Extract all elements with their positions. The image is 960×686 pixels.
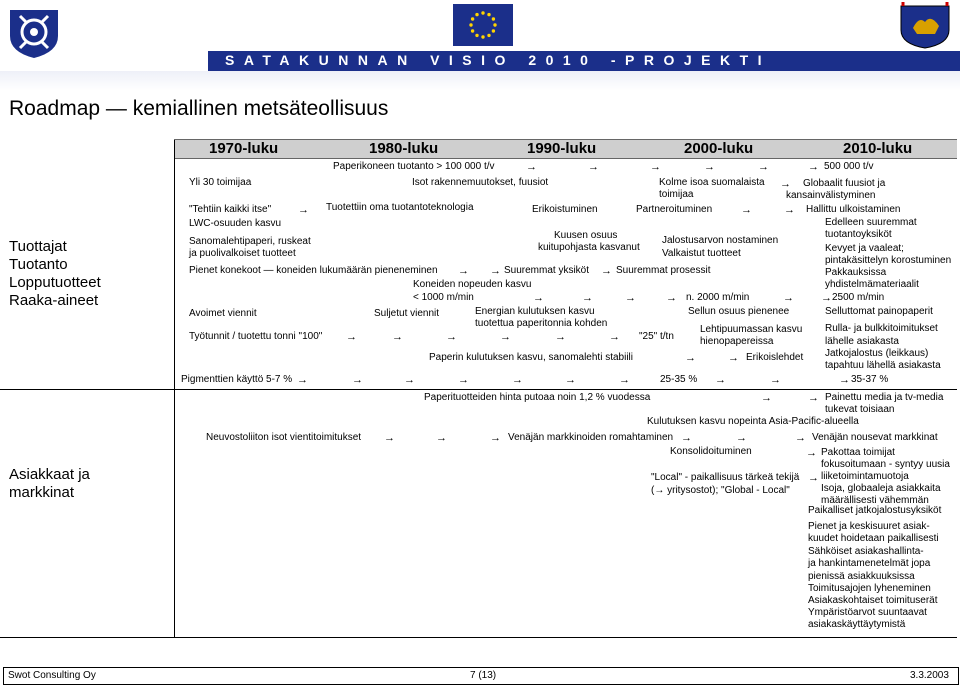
market-item: Venäjän markkinoiden romahtaminen bbox=[508, 432, 674, 443]
roadmap-item: kansainvälistyminen bbox=[786, 190, 876, 201]
roadmap-item: pintakäsittelyn korostuminen bbox=[825, 255, 952, 266]
arrow-right-icon: → bbox=[526, 161, 537, 173]
market-item-text: yritysostot); "Global - Local" bbox=[667, 485, 790, 496]
market-item: Paikalliset jatkojalostusyksiköt bbox=[808, 505, 942, 516]
roadmap-item: "Tehtiin kaikki itse" bbox=[189, 204, 272, 215]
arrow-right-icon: → bbox=[839, 374, 850, 386]
roadmap-item: Tuotettiin oma tuotantoteknologia bbox=[326, 202, 474, 213]
roadmap-item: Kuusen osuus bbox=[554, 230, 618, 241]
roadmap-item: < 1000 m/min bbox=[413, 292, 474, 303]
arrow-right-icon: → bbox=[681, 432, 692, 444]
arrow-right-icon: → bbox=[806, 447, 817, 459]
arrow-right-icon: → bbox=[490, 432, 501, 444]
footer bbox=[3, 667, 959, 685]
market-item: kuudet hoidetaan paikallisesti bbox=[808, 533, 939, 544]
roadmap-item: Lehtipuumassan kasvu bbox=[700, 324, 803, 335]
roadmap-item: Paperikoneen tuotanto > 100 000 t/v bbox=[333, 161, 495, 172]
roadmap-item: Sellun osuus pienenee bbox=[688, 306, 790, 317]
arrow-right-icon: → bbox=[436, 432, 447, 444]
market-item: Toimitusajojen lyheneminen bbox=[808, 583, 931, 594]
market-item bbox=[651, 485, 790, 497]
market-item: Pakottaa toimijat bbox=[821, 447, 895, 458]
roadmap-item: tapahtuu lähellä asiakasta bbox=[825, 360, 941, 371]
section-label-bottom bbox=[9, 466, 90, 502]
roadmap-item: Suljetut viennit bbox=[374, 308, 440, 319]
arrow-right-icon: → bbox=[784, 204, 795, 216]
footer-date: 3.3.2003 bbox=[910, 670, 949, 681]
arrow-right-icon: → bbox=[758, 161, 769, 173]
roadmap-item: 2500 m/min bbox=[832, 292, 885, 303]
section-label-line: Lopputuotteet bbox=[9, 274, 101, 291]
footer-company: Swot Consulting Oy bbox=[8, 670, 96, 681]
arrow-right-icon: → bbox=[728, 352, 739, 364]
roadmap-item: yhdistelmämateriaalit bbox=[825, 279, 919, 290]
decade-1990: 1990-luku bbox=[527, 140, 597, 157]
arrow-right-icon: → bbox=[588, 161, 599, 173]
banner bbox=[0, 0, 960, 71]
arrow-right-icon: → bbox=[736, 432, 747, 444]
roadmap-item: Kolme isoa suomalaista bbox=[659, 177, 765, 188]
roadmap-item: tuotantoyksiköt bbox=[825, 229, 892, 240]
arrow-right-icon: → bbox=[770, 374, 781, 386]
arrow-right-icon: → bbox=[404, 374, 415, 386]
section-label-top bbox=[9, 238, 101, 310]
roadmap-item: Erikoistuminen bbox=[532, 204, 598, 215]
market-item: Isoja, globaaleja asiakkaita bbox=[821, 483, 941, 494]
arrow-right-icon: → bbox=[298, 204, 309, 216]
page-title: Roadmap — kemiallinen metsäteollisuus bbox=[9, 97, 389, 120]
arrow-right-icon: → bbox=[715, 374, 726, 386]
arrow-right-icon: → bbox=[666, 292, 677, 304]
roadmap-item: tuotettua paperitonnia kohden bbox=[475, 318, 608, 329]
roadmap-item: hienopapereissa bbox=[700, 336, 774, 347]
arrow-right-icon: → bbox=[821, 292, 832, 304]
roadmap-item: Koneiden nopeuden kasvu bbox=[413, 279, 532, 290]
roadmap-item: n. 2000 m/min bbox=[686, 292, 750, 303]
roadmap-item: Pigmenttien käyttö 5-7 % bbox=[181, 374, 293, 385]
market-item: Asiakaskohtaiset toimituserät bbox=[808, 595, 938, 606]
roadmap-item: 25-35 % bbox=[660, 374, 698, 385]
roadmap-item: toimijaa bbox=[659, 189, 694, 200]
crest-logo bbox=[2, 2, 66, 60]
roadmap-item: Pakkauksissa bbox=[825, 267, 887, 278]
roadmap-item: Avoimet viennit bbox=[189, 308, 257, 319]
market-item: asiakaskäyttäytymistä bbox=[808, 619, 906, 630]
section-label-line: Raaka-aineet bbox=[9, 292, 99, 309]
arrow-right-icon: → bbox=[512, 374, 523, 386]
banner-gradient bbox=[0, 71, 960, 91]
arrow-right-icon: → bbox=[609, 331, 620, 343]
banner-title: SATAKUNNAN VISIO 2010 -PROJEKTI bbox=[225, 52, 772, 68]
section-divider bbox=[0, 389, 957, 390]
section-divider-bottom bbox=[0, 637, 957, 638]
arrow-right-icon: → bbox=[533, 292, 544, 304]
arrow-right-icon: → bbox=[565, 374, 576, 386]
roadmap-item: kuitupohjasta kasvanut bbox=[538, 242, 640, 253]
market-item: ja hankintamenetelmät jopa bbox=[808, 558, 931, 569]
arrow-right-icon: → bbox=[352, 374, 363, 386]
roadmap-item: Sanomalehtipaperi, ruskeat bbox=[189, 236, 311, 247]
arrow-right-icon: → bbox=[650, 161, 661, 173]
paren-open: ( bbox=[651, 485, 655, 496]
decade-1970: 1970-luku bbox=[209, 140, 279, 157]
section-label-line: Tuotanto bbox=[9, 256, 68, 273]
arrow-right-icon: → bbox=[582, 292, 593, 304]
market-item: pienissä asiakkuuksissa bbox=[808, 571, 915, 582]
arrow-right-icon: → bbox=[619, 374, 630, 386]
eu-flag-logo bbox=[453, 4, 513, 46]
arrow-right-icon: → bbox=[500, 331, 511, 343]
roadmap-item: Partneroituminen bbox=[636, 204, 713, 215]
roadmap-item: Työtunnit / tuotettu tonni "100" bbox=[189, 331, 323, 342]
coat-of-arms-logo bbox=[895, 2, 955, 50]
roadmap-item: "25" t/tn bbox=[639, 331, 674, 342]
roadmap-item: Selluttomat painopaperit bbox=[825, 306, 933, 317]
arrow-right-icon: → bbox=[384, 432, 395, 444]
roadmap-item: Erikoislehdet bbox=[746, 352, 804, 363]
arrow-right-icon: → bbox=[446, 331, 457, 343]
market-item: Konsolidoituminen bbox=[670, 446, 752, 457]
market-item: tukevat toisiaan bbox=[825, 404, 895, 415]
arrow-right-icon: → bbox=[685, 352, 696, 364]
arrow-right-icon: → bbox=[392, 331, 403, 343]
roadmap-item: 500 000 t/v bbox=[824, 161, 874, 172]
market-item: Painettu media ja tv-media bbox=[825, 392, 944, 403]
section-label-line: Asiakkaat ja bbox=[9, 466, 90, 483]
roadmap-item: Isot rakennemuutokset, fuusiot bbox=[412, 177, 549, 188]
arrow-right-icon: → bbox=[458, 374, 469, 386]
roadmap-item: 35-37 % bbox=[851, 374, 889, 385]
arrow-right-icon: → bbox=[783, 292, 794, 304]
arrow-right-icon: → bbox=[808, 472, 819, 484]
arrow-right-icon: → bbox=[346, 331, 357, 343]
roadmap-item: ja puolivalkoiset tuotteet bbox=[189, 248, 296, 259]
decade-1980: 1980-luku bbox=[369, 140, 439, 157]
arrow-right-icon: → bbox=[704, 161, 715, 173]
roadmap-item: Suuremmat yksiköt bbox=[504, 265, 590, 276]
roadmap-item: Jalostusarvon nostaminen bbox=[662, 235, 779, 246]
arrow-right-icon: → bbox=[780, 178, 791, 190]
market-item: Sähköiset asiakashallinta- bbox=[808, 546, 924, 557]
market-item: Neuvostoliiton isot vientitoimitukset bbox=[206, 432, 362, 443]
market-item: Pienet ja keskisuuret asiak- bbox=[808, 521, 930, 532]
roadmap-item: Kevyet ja vaaleat; bbox=[825, 243, 904, 254]
arrow-right-icon: → bbox=[601, 265, 612, 277]
market-item: Paperituotteiden hinta putoaa noin 1,2 % vuodessa bbox=[424, 392, 651, 403]
arrow-right-icon: → bbox=[795, 432, 806, 444]
roadmap-item: Energian kulutuksen kasvu bbox=[475, 306, 595, 317]
roadmap-item: Suuremmat prosessit bbox=[616, 265, 711, 276]
arrow-right-icon: → bbox=[654, 485, 665, 496]
market-item: määrällisesti vähemmän bbox=[821, 495, 929, 506]
footer-page: 7 (13) bbox=[470, 670, 497, 681]
roadmap-item: Hallittu ulkoistaminen bbox=[806, 204, 901, 215]
market-item: fokusoitumaan - syntyy uusia bbox=[821, 459, 950, 470]
decade-2010: 2010-luku bbox=[843, 140, 913, 157]
arrow-right-icon: → bbox=[490, 265, 501, 277]
decade-2000: 2000-luku bbox=[684, 140, 754, 157]
market-item: "Local" - paikallisuus tärkeä tekijä bbox=[651, 472, 800, 483]
roadmap-item: Jatkojalostus (leikkaus) bbox=[825, 348, 929, 359]
roadmap-item: Pienet konekoot — koneiden lukumäärän pieneneminen bbox=[189, 265, 438, 276]
roadmap-item: Rulla- ja bulkkitoimitukset bbox=[825, 323, 938, 334]
market-item: Ympäristöarvot suuntaavat bbox=[808, 607, 927, 618]
roadmap-item: Edelleen suuremmat bbox=[825, 217, 917, 228]
roadmap-item: lähelle asiakasta bbox=[825, 336, 899, 347]
section-label-line: markkinat bbox=[9, 484, 75, 501]
arrow-right-icon: → bbox=[761, 392, 772, 404]
arrow-right-icon: → bbox=[808, 392, 819, 404]
roadmap-item: Valkaistut tuotteet bbox=[662, 248, 741, 259]
arrow-right-icon: → bbox=[458, 265, 469, 277]
roadmap-item: Paperin kulutuksen kasvu, sanomalehti stabiili bbox=[429, 352, 633, 363]
arrow-right-icon: → bbox=[808, 161, 819, 173]
market-item: liiketoimintamuotoja bbox=[821, 471, 909, 482]
roadmap-item: Globaalit fuusiot ja bbox=[803, 178, 886, 189]
roadmap-item: Yli 30 toimijaa bbox=[189, 177, 252, 188]
arrow-right-icon: → bbox=[297, 374, 308, 386]
market-item: Venäjän nousevat markkinat bbox=[812, 432, 938, 443]
market-item: Kulutuksen kasvu nopeinta Asia-Pacific-alueella bbox=[647, 416, 859, 427]
arrow-right-icon: → bbox=[625, 292, 636, 304]
arrow-right-icon: → bbox=[555, 331, 566, 343]
section-label-line: Tuottajat bbox=[9, 238, 67, 255]
roadmap-item: LWC-osuuden kasvu bbox=[189, 218, 282, 229]
arrow-right-icon: → bbox=[741, 204, 752, 216]
